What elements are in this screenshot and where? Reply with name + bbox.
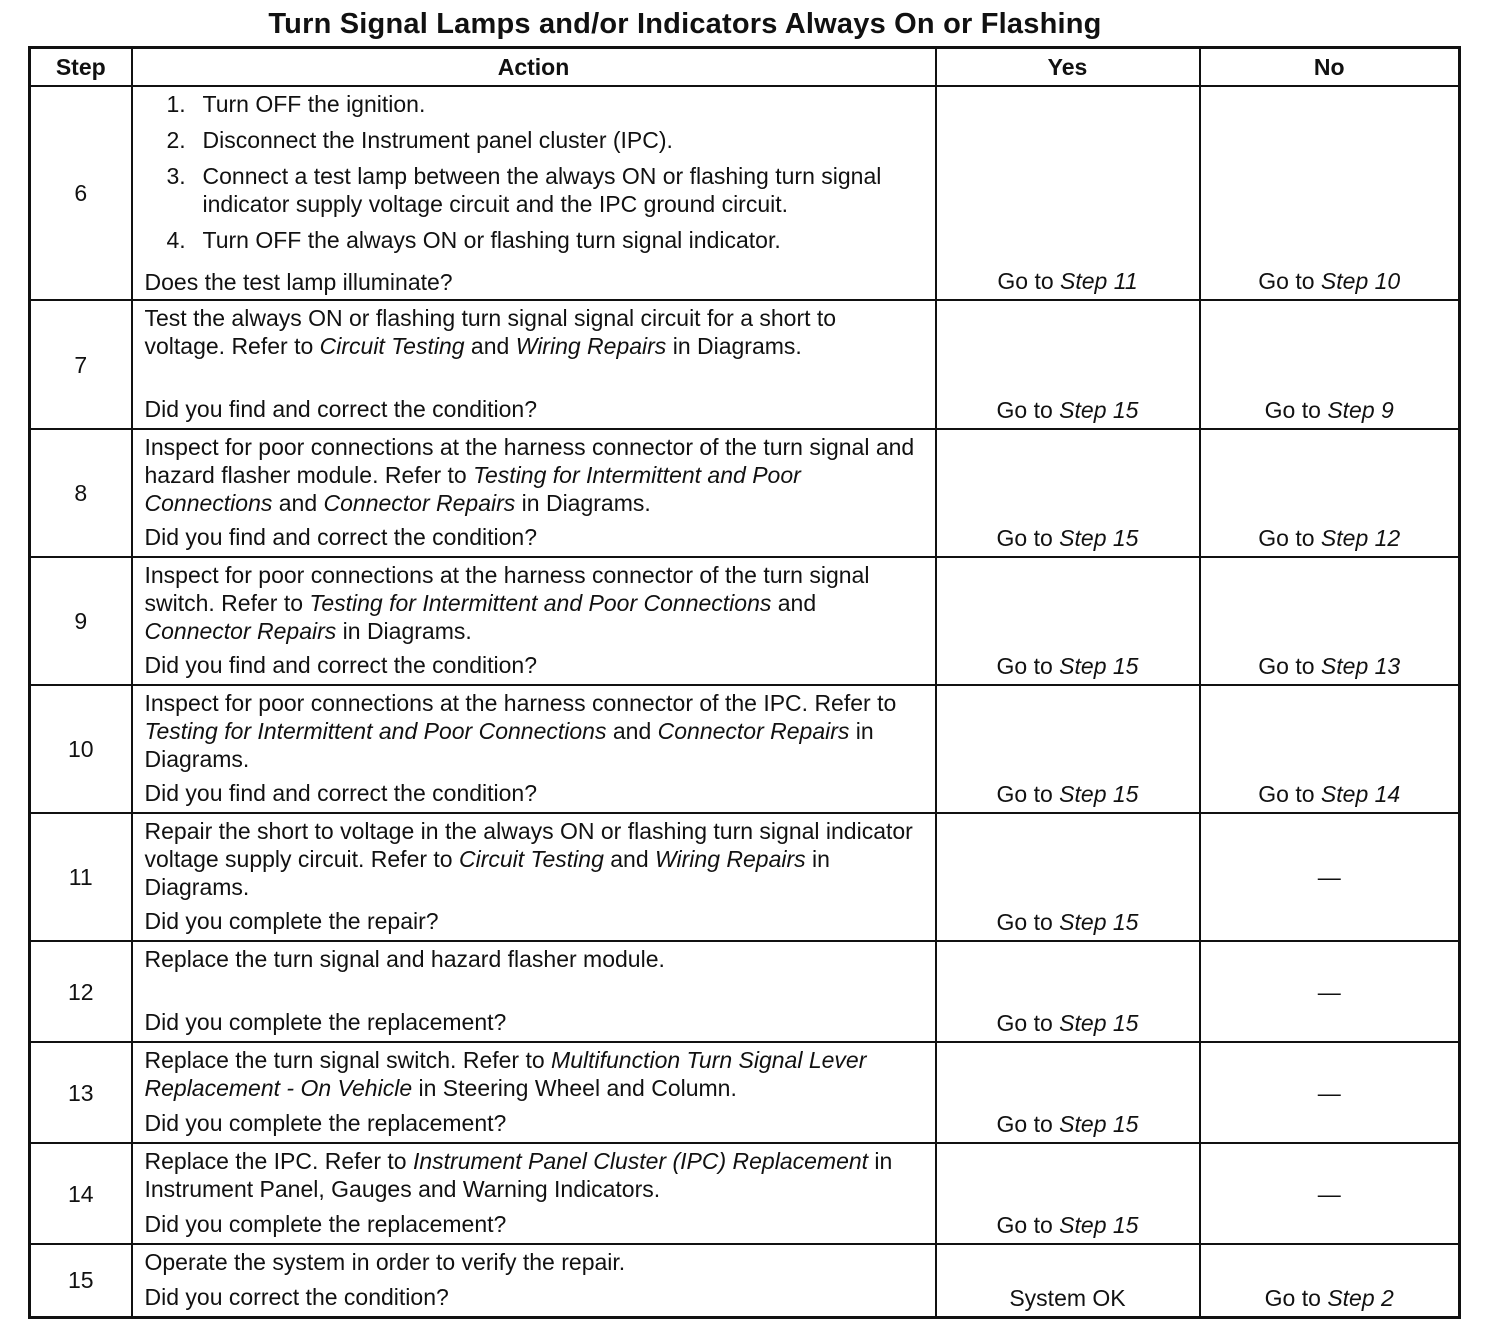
step-number: 15	[30, 1244, 132, 1317]
result-text: System OK	[1009, 1284, 1126, 1311]
table-row	[30, 813, 1460, 941]
header-action: Action	[132, 48, 936, 87]
yes-result	[936, 86, 1200, 300]
goto-prefix: Go to	[1258, 781, 1321, 807]
action-segment: Replace the IPC. Refer to	[144, 1148, 413, 1174]
reference-title: Wiring Repairs	[655, 846, 806, 872]
action-cell	[132, 813, 936, 941]
action-segment: Operate the system in order to verify the repair.	[144, 1249, 626, 1275]
goto-prefix: Go to	[997, 268, 1061, 294]
reference-title: Circuit Testing	[319, 333, 465, 359]
step-number: 13	[30, 1042, 132, 1143]
step-reference: Step 10	[1320, 268, 1401, 294]
yes-result	[936, 557, 1200, 685]
action-text	[145, 817, 923, 901]
step-number: 8	[30, 429, 132, 557]
table-row	[30, 1244, 1460, 1317]
question: Did you find and correct the condition?	[144, 524, 538, 550]
action-text	[145, 433, 923, 517]
reference-title: Circuit Testing	[458, 846, 604, 872]
no-result	[1200, 1143, 1460, 1244]
step-index: 1.	[166, 91, 186, 117]
yes-result	[936, 1143, 1200, 1244]
question: Does the test lamp illuminate?	[144, 269, 453, 295]
no-result	[1200, 300, 1460, 429]
reference-title: Testing for Intermittent and Poor Connections	[144, 462, 801, 516]
step-reference: Step 12	[1320, 525, 1401, 551]
step-text: Connect a test lamp between the always ON or flashing turn signal indicator supply voltage circuit and the IPC ground circuit.	[202, 163, 882, 217]
no-result	[1200, 429, 1460, 557]
action-cell	[132, 941, 936, 1042]
no-result	[1200, 685, 1460, 813]
step-number: 10	[30, 685, 132, 813]
goto-prefix: Go to	[1264, 397, 1328, 423]
action-cell	[132, 1244, 936, 1317]
step-reference: Step 15	[1059, 525, 1139, 551]
table-row	[30, 1042, 1460, 1143]
not-applicable-dash: —	[1317, 1180, 1341, 1207]
no-result	[1200, 1042, 1460, 1143]
step-reference: Step 15	[1059, 1111, 1139, 1137]
question: Did you find and correct the condition?	[144, 652, 538, 678]
action-cell	[132, 1042, 936, 1143]
action-segment: Inspect for poor connections at the harness connector of the turn signal switch. Refer to	[144, 562, 870, 616]
reference-title: Connector Repairs	[144, 618, 337, 644]
goto-prefix: Go to	[1258, 653, 1321, 679]
step-number: 14	[30, 1143, 132, 1244]
goto-prefix: Go to	[996, 1212, 1060, 1238]
table-row	[30, 557, 1460, 685]
no-result	[1200, 1244, 1460, 1317]
action-segment: Inspect for poor connections at the harness connector of the turn signal and hazard flasher module. Refer to	[144, 434, 915, 488]
numbered-step	[167, 162, 923, 218]
action-segment: and	[771, 590, 817, 616]
step-index: 4.	[166, 227, 186, 253]
action-segment: Replace the turn signal switch. Refer to	[144, 1047, 552, 1073]
action-segment: in Diagrams.	[515, 490, 651, 516]
step-text: Turn OFF the always ON or flashing turn signal indicator.	[202, 227, 781, 253]
header-step: Step	[30, 48, 132, 87]
step-text: Disconnect the Instrument panel cluster (IPC).	[202, 127, 673, 153]
reference-title: Wiring Repairs	[515, 333, 667, 359]
goto-prefix: Go to	[996, 1010, 1060, 1036]
action-segment: in Steering Wheel and Column.	[412, 1075, 737, 1101]
action-segment: in Diagrams.	[144, 846, 830, 900]
action-text	[145, 945, 923, 973]
question: Did you complete the replacement?	[144, 1009, 507, 1035]
goto-prefix: Go to	[996, 781, 1060, 807]
reference-title: Connector Repairs	[323, 490, 516, 516]
action-segment: Replace the turn signal and hazard flasher module.	[144, 946, 665, 972]
step-reference: Step 2	[1327, 1284, 1394, 1311]
no-result	[1200, 813, 1460, 941]
action-text	[145, 304, 923, 360]
step-reference: Step 15	[1059, 781, 1139, 807]
action-segment: and	[606, 718, 658, 744]
no-result	[1200, 86, 1460, 300]
header-yes: Yes	[936, 48, 1200, 87]
step-reference: Step 15	[1059, 909, 1139, 935]
question: Did you find and correct the condition?	[144, 780, 538, 806]
step-reference: Step 11	[1060, 268, 1138, 294]
step-reference: Step 15	[1059, 653, 1139, 679]
action-cell	[132, 1143, 936, 1244]
step-index: 2.	[166, 127, 186, 153]
goto-prefix: Go to	[1258, 525, 1321, 551]
action-cell	[132, 557, 936, 685]
reference-title: Testing for Intermittent and Poor Connections	[309, 590, 772, 616]
step-number: 6	[30, 86, 132, 300]
table-row	[30, 941, 1460, 1042]
action-segment: Test the always ON or flashing turn signal signal circuit for a short to voltage. Refer to	[144, 305, 837, 359]
goto-prefix: Go to	[996, 525, 1060, 551]
goto-prefix: Go to	[996, 1111, 1060, 1137]
action-text	[145, 1248, 923, 1276]
table-row	[30, 1143, 1460, 1244]
not-applicable-dash: —	[1317, 978, 1341, 1005]
table-row	[30, 300, 1460, 429]
action-segment: in Instrument Panel, Gauges and Warning Indicators.	[144, 1148, 893, 1202]
table-row	[30, 685, 1460, 813]
not-applicable-dash: —	[1317, 1079, 1341, 1106]
step-index: 3.	[166, 163, 186, 189]
numbered-step	[167, 90, 923, 118]
action-segment: and	[272, 490, 324, 516]
step-number: 7	[30, 300, 132, 429]
step-text: Turn OFF the ignition.	[202, 91, 426, 117]
step-reference: Step 14	[1320, 781, 1401, 807]
step-number: 9	[30, 557, 132, 685]
table-row	[30, 429, 1460, 557]
not-applicable-dash: —	[1317, 864, 1341, 890]
table-row	[30, 86, 1460, 300]
action-cell	[132, 429, 936, 557]
yes-result	[936, 685, 1200, 813]
action-segment: Repair the short to voltage in the always ON or flashing turn signal indicator voltage supply circuit. Refer to	[144, 818, 913, 872]
action-segment: in Diagrams.	[666, 333, 802, 359]
yes-result	[936, 300, 1200, 429]
question: Did you complete the replacement?	[144, 1211, 507, 1237]
goto-prefix: Go to	[996, 909, 1060, 935]
no-result	[1200, 941, 1460, 1042]
diagnostic-table	[28, 46, 1461, 1319]
yes-result	[936, 1042, 1200, 1143]
action-cell	[132, 86, 936, 300]
step-reference: Step 15	[1059, 397, 1139, 423]
header-row	[30, 48, 1460, 87]
yes-result	[936, 1244, 1200, 1317]
reference-title: Connector Repairs	[657, 718, 850, 744]
action-segment: and	[603, 846, 656, 872]
action-segment: in Diagrams.	[144, 718, 874, 772]
yes-result	[936, 429, 1200, 557]
yes-result	[936, 941, 1200, 1042]
numbered-step	[167, 226, 923, 254]
goto-prefix: Go to	[1264, 1284, 1328, 1311]
yes-result	[936, 813, 1200, 941]
reference-title: Testing for Intermittent and Poor Connections	[144, 718, 607, 744]
question: Did you complete the repair?	[144, 908, 439, 934]
action-text	[145, 1046, 923, 1102]
numbered-steps	[145, 90, 923, 254]
goto-prefix: Go to	[996, 653, 1060, 679]
step-reference: Step 15	[1059, 1212, 1139, 1238]
action-text	[145, 561, 923, 645]
goto-prefix: Go to	[1258, 268, 1321, 294]
question: Did you find and correct the condition?	[144, 396, 538, 422]
step-reference: Step 9	[1327, 397, 1394, 423]
action-cell	[132, 300, 936, 429]
action-text	[145, 1147, 923, 1203]
question: Did you correct the condition?	[144, 1284, 449, 1310]
action-segment: Inspect for poor connections at the harness connector of the IPC. Refer to	[144, 690, 897, 716]
page-title: Turn Signal Lamps and/or Indicators Always On or Flashing	[268, 8, 1102, 40]
numbered-step	[167, 126, 923, 154]
action-segment: in Diagrams.	[336, 618, 472, 644]
no-result	[1200, 557, 1460, 685]
step-number: 12	[30, 941, 132, 1042]
action-segment: and	[464, 333, 516, 359]
action-cell	[132, 685, 936, 813]
action-text	[145, 689, 923, 773]
header-no: No	[1200, 48, 1460, 87]
reference-title: Instrument Panel Cluster (IPC) Replacement	[412, 1148, 869, 1174]
question: Did you complete the replacement?	[144, 1110, 507, 1136]
step-reference: Step 15	[1059, 1010, 1139, 1036]
step-number: 11	[30, 813, 132, 941]
goto-prefix: Go to	[996, 397, 1060, 423]
reference-title: Multifunction Turn Signal Lever Replacement - On Vehicle	[144, 1047, 867, 1101]
step-reference: Step 13	[1320, 653, 1401, 679]
